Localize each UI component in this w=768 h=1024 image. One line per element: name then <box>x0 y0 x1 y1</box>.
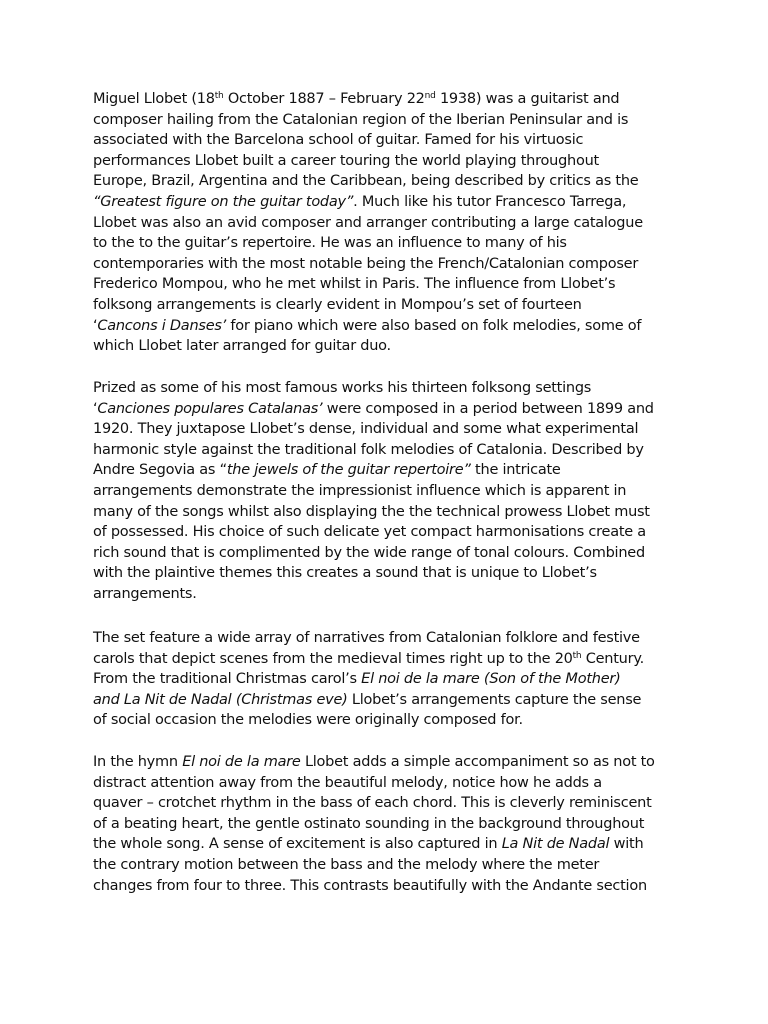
text-line <box>93 274 683 295</box>
text-run: Europe, Brazil, Argentina and the Caribbean, being described by critics as the <box>93 173 639 190</box>
text-line <box>93 669 683 690</box>
text-line <box>93 130 683 151</box>
text-line <box>93 399 683 420</box>
text-run: folksong arrangements is clearly evident in Mompou’s set of fourteen <box>93 296 582 313</box>
text-run: performances Llobet built a career touring the world playing throughout <box>93 152 599 169</box>
text-line <box>93 316 683 337</box>
text-line <box>93 110 683 131</box>
text-run: of possessed. His choice of such delicate yet compact harmonisations create a <box>93 524 646 541</box>
superscript: nd <box>424 91 436 101</box>
text-run: In the hymn <box>93 754 183 770</box>
text-line <box>93 440 683 461</box>
text-run: Prized as some of his most famous works his thirteen folksong settings <box>93 380 592 396</box>
text-run: carols that depict scenes from the medieval times right up to the 20 <box>93 650 573 667</box>
text-line <box>93 834 683 855</box>
italic-text: El noi de la mare (Son of the Mother) <box>361 671 621 688</box>
text-run: distract attention away from the beautiful melody, notice how he adds a <box>93 774 602 791</box>
text-line <box>93 192 683 213</box>
text-line <box>93 502 683 523</box>
italic-text: “Greatest figure on the guitar today” <box>93 193 354 210</box>
superscript: th <box>572 650 582 661</box>
italic-text: La Nit de Nadal <box>501 836 610 853</box>
text-run: Andre Segovia as “ <box>93 462 227 479</box>
text-run: harmonic style against the traditional folk melodies of Catalonia. Described by <box>93 441 644 458</box>
text-run: From the traditional Christmas carol’s <box>93 671 362 688</box>
text-run: 1938) was a guitarist and <box>435 91 620 107</box>
text-run: rich sound that is complimented by the wide range of tonal colours. Combined <box>93 544 645 561</box>
paragraph-folksong-settings <box>93 378 683 605</box>
text-run: which Llobet later arranged for guitar duo. <box>93 338 391 355</box>
text-run: the intricate <box>470 462 561 479</box>
text-run: for piano which were also based on folk melodies, some of <box>226 317 642 334</box>
text-line <box>93 481 683 502</box>
text-run: Llobet’s arrangements capture the sense <box>347 691 642 708</box>
text-line <box>93 793 683 814</box>
italic-text: Canciones populares Catalanas’ <box>97 400 323 417</box>
text-line <box>93 171 683 192</box>
text-run: Century. <box>581 650 644 667</box>
text-run: the whole song. A sense of excitement is also captured in <box>93 836 502 853</box>
italic-text: and La Nit de Nadal (Christmas eve) <box>93 691 348 708</box>
text-line <box>93 563 683 584</box>
italic-text: Cancons i Danses’ <box>97 317 227 334</box>
paragraph-narratives <box>93 628 683 731</box>
text-line <box>93 295 683 316</box>
text-line <box>93 522 683 543</box>
text-run: changes from four to three. This contrasts beautifully with the Andante section <box>93 877 647 894</box>
text-line <box>93 336 683 357</box>
text-line <box>93 876 683 897</box>
paragraph-llobet-biography <box>93 89 683 357</box>
text-run: of a beating heart, the gentle ostinato sounding in the background throughout <box>93 815 645 832</box>
text-run: of social occasion the melodies were originally composed for. <box>93 712 523 729</box>
text-run: . Much like his tutor Francesco Tarrega, <box>353 193 627 210</box>
text-run: with <box>609 836 644 853</box>
text-line <box>93 584 683 605</box>
text-line <box>93 213 683 234</box>
text-line <box>93 254 683 275</box>
text-run: ‘ <box>93 317 98 334</box>
text-run: Llobet was also an avid composer and arranger contributing a large catalogue <box>93 214 643 231</box>
text-line <box>93 419 683 440</box>
italic-text: El noi de la mare <box>182 754 301 770</box>
text-run: contemporaries with the most notable being the French/Catalonian composer <box>93 255 639 272</box>
italic-text: the jewels of the guitar repertoire” <box>226 462 471 479</box>
text-run: Frederico Mompou, who he met whilst in Paris. The influence from Llobet’s <box>93 276 616 293</box>
text-line <box>93 378 683 399</box>
text-run: the contrary motion between the bass and the melody where the meter <box>93 856 600 873</box>
text-run: Miguel Llobet (18 <box>93 91 215 107</box>
text-line <box>93 690 683 711</box>
text-run: ‘ <box>93 400 98 417</box>
superscript: th <box>214 91 224 101</box>
text-line <box>93 460 683 481</box>
text-line <box>93 151 683 172</box>
text-run: many of the songs whilst also displaying the the technical prowess Llobet must <box>93 503 650 520</box>
text-line <box>93 649 683 670</box>
text-line <box>93 814 683 835</box>
text-run: were composed in a period between 1899 and <box>322 400 654 417</box>
paragraph-el-noi-de-la-mare <box>93 752 683 896</box>
text-run: composer hailing from the Catalonian region of the Iberian Peninsular and is <box>93 111 629 128</box>
text-run: 1920. They juxtapose Llobet’s dense, individual and some what experimental <box>93 421 639 438</box>
text-run: associated with the Barcelona school of guitar. Famed for his virtuosic <box>93 132 584 149</box>
text-line <box>93 89 683 110</box>
text-line <box>93 710 683 731</box>
text-run: The set feature a wide array of narratives from Catalonian folklore and festive <box>93 630 640 646</box>
text-run: arrangements. <box>93 585 197 602</box>
text-line <box>93 233 683 254</box>
text-line <box>93 855 683 876</box>
text-line <box>93 543 683 564</box>
text-line <box>93 773 683 794</box>
text-run: October 1887 – February 22 <box>223 91 425 107</box>
text-run: arrangements demonstrate the impressionist influence which is apparent in <box>93 482 627 499</box>
text-run: Llobet adds a simple accompaniment so as not to <box>300 754 655 770</box>
text-run: to the to the guitar’s repertoire. He was an influence to many of his <box>93 235 567 252</box>
text-line <box>93 628 683 649</box>
text-run: with the plaintive themes this creates a sound that is unique to Llobet’s <box>93 565 597 582</box>
text-run: quaver – crotchet rhythm in the bass of each chord. This is cleverly reminiscent <box>93 795 652 812</box>
text-line <box>93 752 683 773</box>
